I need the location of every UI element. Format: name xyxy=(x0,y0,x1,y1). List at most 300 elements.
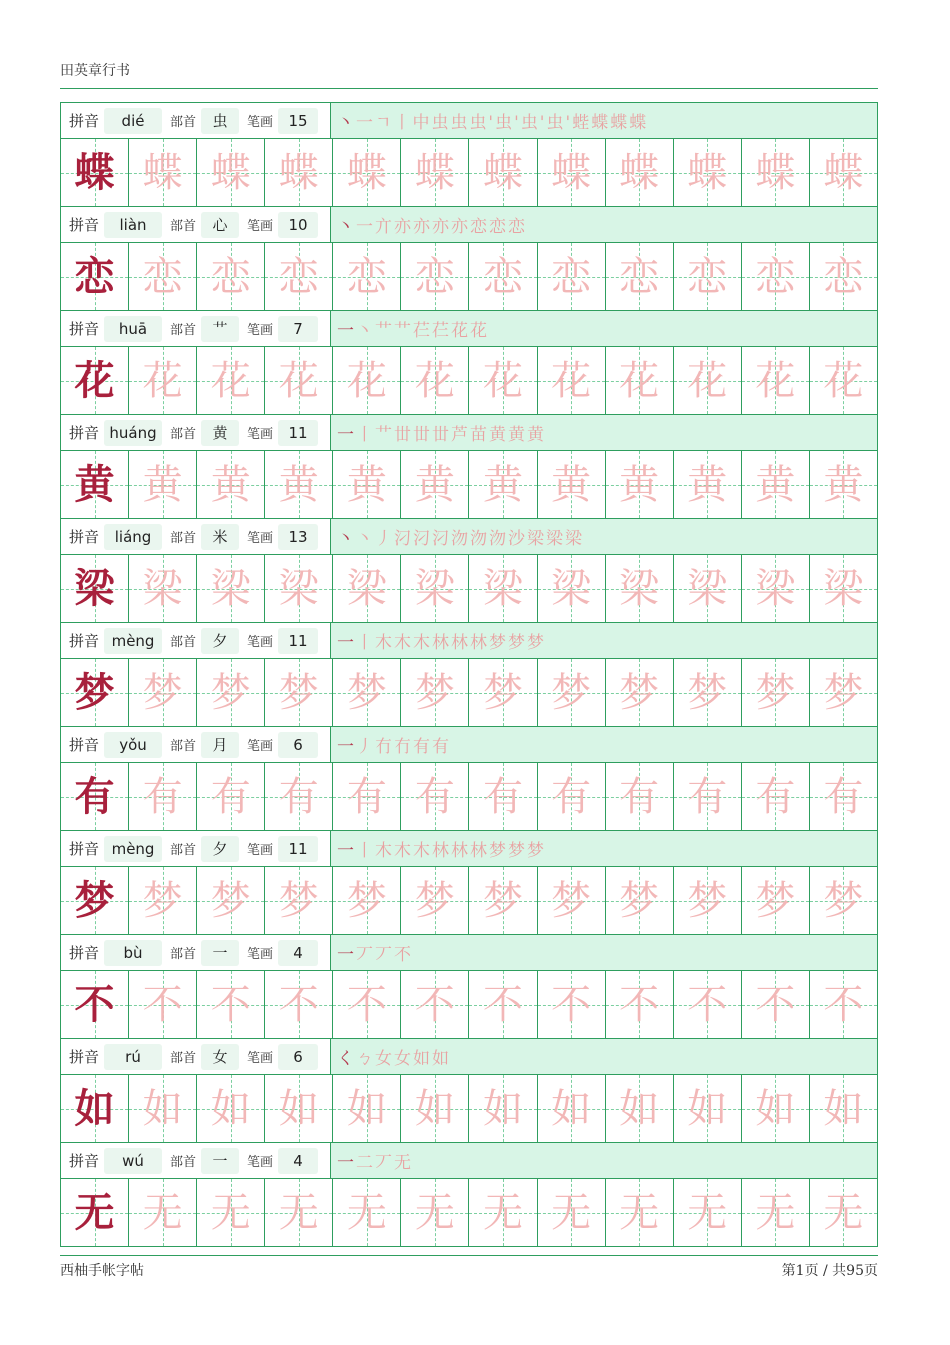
strokes-label: 笔画 xyxy=(247,739,274,754)
pinyin-value: huáng xyxy=(104,420,162,446)
tracing-cell xyxy=(810,347,877,414)
stroke-step: 梦 xyxy=(527,633,546,653)
pinyin-value: wú xyxy=(104,1148,162,1174)
trace-character: 梦 xyxy=(755,877,796,924)
stroke-step: 亦 xyxy=(413,217,432,237)
strokes-label: 笔画 xyxy=(247,1051,274,1066)
stroke-step: 亦 xyxy=(451,217,470,237)
tracing-cell xyxy=(129,555,197,622)
radical-value: 女 xyxy=(201,1044,239,1070)
trace-character: 恋 xyxy=(483,253,523,300)
radical-value: 米 xyxy=(201,524,239,550)
stroke-step: 林 xyxy=(451,841,470,861)
tracing-cell xyxy=(674,1075,742,1142)
radical-label: 部首 xyxy=(170,531,197,546)
model-character-cell xyxy=(61,971,129,1038)
trace-character: 恋 xyxy=(210,253,251,300)
info-box xyxy=(61,415,331,450)
tracing-cell xyxy=(469,867,537,934)
stroke-step: 有 xyxy=(413,737,432,757)
trace-character: 有 xyxy=(414,773,455,820)
trace-character: 恋 xyxy=(619,253,660,300)
tracing-cell xyxy=(401,867,469,934)
trace-character: 梁 xyxy=(483,565,523,612)
tracing-cell xyxy=(674,763,742,830)
tracing-cell xyxy=(674,867,742,934)
radical-value: 一 xyxy=(201,1148,239,1174)
stroke-step: 林 xyxy=(451,633,470,653)
model-character: 有 xyxy=(74,772,115,820)
trace-character: 不 xyxy=(142,981,183,1028)
stroke-step: 蜌 xyxy=(572,113,592,133)
tracing-cell xyxy=(265,971,333,1038)
trace-character: 不 xyxy=(414,981,455,1028)
tracing-cell xyxy=(401,659,469,726)
character-entry xyxy=(61,415,877,519)
tracing-cell xyxy=(742,451,810,518)
trace-character: 有 xyxy=(142,773,183,820)
character-entry xyxy=(61,1143,877,1246)
radical-label: 部首 xyxy=(170,323,197,338)
stroke-step: 木 xyxy=(413,841,432,861)
tracing-cell xyxy=(197,347,265,414)
strokes-label: 笔画 xyxy=(247,1155,274,1170)
stroke-step: 冇 xyxy=(394,737,413,757)
tracing-cell xyxy=(129,971,197,1038)
tracing-cell xyxy=(810,139,877,206)
entry-info-bar xyxy=(61,1039,877,1075)
tracing-cell xyxy=(538,971,606,1038)
strokes-label: 笔画 xyxy=(247,531,274,546)
tracing-cell xyxy=(742,347,810,414)
trace-character: 黄 xyxy=(414,461,455,508)
tracing-cell xyxy=(265,347,333,414)
stroke-step: 亦 xyxy=(394,217,413,237)
practice-sheet xyxy=(60,102,878,1247)
stroke-step: 亣 xyxy=(375,217,394,237)
trace-character: 梦 xyxy=(619,877,660,924)
trace-character: 恋 xyxy=(687,253,728,300)
trace-character: 无 xyxy=(210,1189,251,1236)
radical-label: 部首 xyxy=(170,843,197,858)
stroke-step: 虫 xyxy=(431,113,451,133)
pinyin-label: 拼音 xyxy=(69,1152,100,1170)
stroke-step: 黄 xyxy=(489,425,508,445)
stroke-step: 丗 xyxy=(413,425,432,445)
tracing-cell xyxy=(401,763,469,830)
trace-character: 黄 xyxy=(619,461,660,508)
trace-character: 蝶 xyxy=(619,149,660,196)
stroke-step: 女 xyxy=(394,1049,413,1069)
trace-character: 梁 xyxy=(687,565,728,612)
stroke-step: 丶 xyxy=(356,529,375,549)
trace-character: 有 xyxy=(823,773,864,820)
header-divider xyxy=(60,88,878,89)
trace-character: 梁 xyxy=(278,565,319,612)
tracing-cell xyxy=(129,659,197,726)
entry-info-bar xyxy=(61,831,877,867)
stroke-step: 沕 xyxy=(470,529,489,549)
stroke-step: 梦 xyxy=(489,841,508,861)
trace-character: 恋 xyxy=(414,253,455,300)
info-box xyxy=(61,623,331,658)
trace-character: 花 xyxy=(551,357,592,404)
stroke-step: 梁 xyxy=(527,529,546,549)
trace-character: 花 xyxy=(619,357,660,404)
strokes-value: 11 xyxy=(278,420,318,446)
stroke-step: 一 xyxy=(337,425,356,445)
entry-info-bar xyxy=(61,727,877,763)
tracing-cell xyxy=(469,763,537,830)
tracing-cell xyxy=(401,555,469,622)
stroke-step: 一 xyxy=(356,113,375,133)
info-box xyxy=(61,1039,331,1074)
trace-character: 梦 xyxy=(210,877,251,924)
character-entry xyxy=(61,311,877,415)
tracing-cell xyxy=(265,659,333,726)
tracing-cell xyxy=(742,1075,810,1142)
model-character: 恋 xyxy=(74,252,115,300)
pinyin-label: 拼音 xyxy=(69,112,100,130)
strokes-value: 4 xyxy=(278,1148,318,1174)
trace-character: 花 xyxy=(414,357,455,404)
trace-character: 无 xyxy=(483,1189,523,1236)
stroke-step: 虫 xyxy=(450,113,470,133)
trace-character: 如 xyxy=(142,1085,183,1132)
tracing-cell xyxy=(674,451,742,518)
stroke-step: 丨 xyxy=(393,113,413,133)
strokes-label: 笔画 xyxy=(247,843,274,858)
tracing-cell xyxy=(742,555,810,622)
tracing-cell xyxy=(742,971,810,1038)
trace-character: 恋 xyxy=(551,253,592,300)
footer-brand: 西柚手帐字帖 xyxy=(60,1263,144,1279)
pinyin-value: mèng xyxy=(104,628,162,654)
stroke-step: 亦 xyxy=(432,217,451,237)
tracing-cell xyxy=(606,1075,674,1142)
model-character-cell xyxy=(61,763,129,830)
info-box xyxy=(61,311,331,346)
page-header-font-name: 田英章行书 xyxy=(60,63,130,79)
trace-character: 蝶 xyxy=(142,149,183,196)
trace-character: 梁 xyxy=(414,565,455,612)
stroke-step: 木 xyxy=(375,841,394,861)
model-character-cell xyxy=(61,451,129,518)
stroke-step: ㄱ xyxy=(375,113,394,133)
tracing-cell xyxy=(674,971,742,1038)
trace-character: 蝶 xyxy=(755,149,796,196)
radical-label: 部首 xyxy=(170,739,197,754)
pinyin-value: liàn xyxy=(104,212,162,238)
strokes-value: 11 xyxy=(278,628,318,654)
model-character: 无 xyxy=(74,1188,115,1236)
pinyin-value: yǒu xyxy=(104,732,162,758)
model-character: 梦 xyxy=(74,668,115,716)
tracing-cell xyxy=(333,1179,401,1246)
tracing-cell xyxy=(538,659,606,726)
stroke-step: 不 xyxy=(394,945,413,965)
tracing-cell xyxy=(401,139,469,206)
stroke-step: 花 xyxy=(451,321,470,341)
entry-info-bar xyxy=(61,207,877,243)
tracing-cell xyxy=(606,659,674,726)
model-character: 梁 xyxy=(74,564,115,612)
trace-character: 梦 xyxy=(414,877,455,924)
pinyin-label: 拼音 xyxy=(69,840,100,858)
tracing-cell xyxy=(742,1179,810,1246)
trace-character: 如 xyxy=(755,1085,796,1132)
trace-character: 恋 xyxy=(142,253,183,300)
stroke-step: 一 xyxy=(337,945,356,965)
tracing-cell xyxy=(469,1075,537,1142)
radical-value: 心 xyxy=(201,212,239,238)
radical-value: 一 xyxy=(201,940,239,966)
stroke-order-sequence xyxy=(337,108,648,133)
tracing-cell xyxy=(197,867,265,934)
stroke-step: 沕 xyxy=(489,529,508,549)
tracing-cell xyxy=(810,1179,877,1246)
strokes-label: 笔画 xyxy=(247,947,274,962)
tracing-cell xyxy=(606,555,674,622)
stroke-step: 蝶 xyxy=(629,113,649,133)
tracing-cell xyxy=(129,867,197,934)
tracing-cell xyxy=(401,1179,469,1246)
stroke-order-sequence xyxy=(337,836,546,861)
trace-character: 有 xyxy=(278,773,319,820)
model-character-cell xyxy=(61,243,129,310)
stroke-step: 丿 xyxy=(356,737,375,757)
trace-character: 梦 xyxy=(483,669,523,716)
stroke-order-sequence xyxy=(337,940,413,965)
stroke-step: 木 xyxy=(375,633,394,653)
stroke-step: 丶 xyxy=(337,113,356,133)
trace-character: 如 xyxy=(619,1085,660,1132)
tracing-cell xyxy=(129,1179,197,1246)
tracing-cell xyxy=(333,451,401,518)
tracing-cell xyxy=(129,139,197,206)
tracing-cell xyxy=(742,867,810,934)
trace-character: 如 xyxy=(551,1085,592,1132)
trace-character: 有 xyxy=(755,773,796,820)
info-box xyxy=(61,935,331,970)
character-entry xyxy=(61,831,877,935)
pinyin-label: 拼音 xyxy=(69,944,100,962)
info-box xyxy=(61,831,331,866)
tracing-cell xyxy=(606,763,674,830)
trace-character: 梦 xyxy=(619,669,660,716)
trace-character: 梦 xyxy=(142,877,183,924)
tracing-cell xyxy=(401,971,469,1038)
pinyin-label: 拼音 xyxy=(69,216,100,234)
info-box xyxy=(61,1143,331,1178)
stroke-step: 梦 xyxy=(527,841,546,861)
trace-character: 蝶 xyxy=(346,149,387,196)
tracing-cell xyxy=(606,243,674,310)
tracing-cell xyxy=(265,555,333,622)
stroke-step: 恋 xyxy=(470,217,489,237)
trace-character: 蝶 xyxy=(551,149,592,196)
tracing-cell xyxy=(606,1179,674,1246)
tracing-cell xyxy=(742,763,810,830)
trace-character: 如 xyxy=(346,1085,387,1132)
tracing-cell xyxy=(538,139,606,206)
trace-character: 如 xyxy=(210,1085,251,1132)
trace-character: 梁 xyxy=(823,565,864,612)
stroke-step: 黄 xyxy=(527,425,546,445)
pinyin-value: huā xyxy=(104,316,162,342)
character-entry xyxy=(61,935,877,1039)
radical-value: 艹 xyxy=(201,316,239,342)
tracing-cell xyxy=(333,139,401,206)
stroke-step: 艹 xyxy=(394,321,413,341)
trace-character: 梦 xyxy=(551,877,592,924)
trace-character: 蝶 xyxy=(483,149,523,196)
info-box xyxy=(61,207,331,242)
stroke-step: 蝶 xyxy=(591,113,611,133)
stroke-step: 一 xyxy=(337,321,356,341)
pinyin-label: 拼音 xyxy=(69,320,100,338)
trace-character: 梦 xyxy=(346,669,387,716)
tracing-cell xyxy=(129,763,197,830)
tracing-cell xyxy=(606,347,674,414)
stroke-step: 花 xyxy=(470,321,489,341)
entry-info-bar xyxy=(61,103,877,139)
strokes-value: 7 xyxy=(278,316,318,342)
practice-grid-row xyxy=(61,867,877,935)
trace-character: 恋 xyxy=(823,253,864,300)
trace-character: 恋 xyxy=(755,253,796,300)
tracing-cell xyxy=(129,243,197,310)
model-character: 黄 xyxy=(74,460,115,508)
tracing-cell xyxy=(197,555,265,622)
stroke-order-sequence xyxy=(337,212,527,237)
trace-character: 无 xyxy=(619,1189,660,1236)
trace-character: 不 xyxy=(551,981,592,1028)
stroke-step: 汈 xyxy=(413,529,432,549)
character-entry xyxy=(61,519,877,623)
trace-character: 有 xyxy=(210,773,251,820)
trace-character: 无 xyxy=(755,1189,796,1236)
strokes-label: 笔画 xyxy=(247,635,274,650)
tracing-cell xyxy=(742,659,810,726)
entry-info-bar xyxy=(61,415,877,451)
trace-character: 花 xyxy=(823,357,864,404)
tracing-cell xyxy=(469,659,537,726)
practice-grid-row xyxy=(61,1179,877,1246)
tracing-cell xyxy=(265,1075,333,1142)
model-character: 梦 xyxy=(74,876,115,924)
tracing-cell xyxy=(538,451,606,518)
trace-character: 如 xyxy=(483,1085,523,1132)
page-footer xyxy=(60,1255,878,1280)
tracing-cell xyxy=(674,1179,742,1246)
stroke-step: 丆 xyxy=(375,945,394,965)
character-entry xyxy=(61,1039,877,1143)
model-character-cell xyxy=(61,867,129,934)
stroke-step: 虫' xyxy=(495,113,521,133)
trace-character: 黄 xyxy=(823,461,864,508)
trace-character: 花 xyxy=(687,357,728,404)
stroke-order-sequence xyxy=(337,1044,451,1069)
pinyin-label: 拼音 xyxy=(69,1048,100,1066)
tracing-cell xyxy=(333,659,401,726)
model-character-cell xyxy=(61,1179,129,1246)
trace-character: 有 xyxy=(346,773,387,820)
tracing-cell xyxy=(333,347,401,414)
tracing-cell xyxy=(674,659,742,726)
radical-value: 虫 xyxy=(201,108,239,134)
trace-character: 蝶 xyxy=(687,149,728,196)
model-character: 如 xyxy=(74,1084,115,1132)
stroke-step: 恋 xyxy=(508,217,527,237)
trace-character: 梦 xyxy=(210,669,251,716)
tracing-cell xyxy=(265,1179,333,1246)
stroke-order-sequence xyxy=(337,524,584,549)
pinyin-label: 拼音 xyxy=(69,736,100,754)
tracing-cell xyxy=(538,1179,606,1246)
tracing-cell xyxy=(606,867,674,934)
trace-character: 黄 xyxy=(687,461,728,508)
tracing-cell xyxy=(129,347,197,414)
stroke-step: 丆 xyxy=(375,1153,394,1173)
tracing-cell xyxy=(265,139,333,206)
footer-page-info: 第1页 / 共95页 xyxy=(781,1263,878,1279)
trace-character: 花 xyxy=(346,357,387,404)
stroke-step: 林 xyxy=(470,841,489,861)
strokes-value: 15 xyxy=(278,108,318,134)
trace-character: 梦 xyxy=(142,669,183,716)
stroke-order-sequence xyxy=(337,628,546,653)
stroke-step: 二 xyxy=(356,1153,375,1173)
tracing-cell xyxy=(197,659,265,726)
stroke-step: 梁 xyxy=(546,529,565,549)
trace-character: 无 xyxy=(346,1189,387,1236)
tracing-cell xyxy=(538,347,606,414)
tracing-cell xyxy=(197,451,265,518)
trace-character: 梁 xyxy=(210,565,251,612)
trace-character: 花 xyxy=(278,357,319,404)
trace-character: 梦 xyxy=(823,877,864,924)
tracing-cell xyxy=(401,243,469,310)
model-character-cell xyxy=(61,347,129,414)
info-box xyxy=(61,103,331,138)
stroke-step: 一 xyxy=(337,737,356,757)
tracing-cell xyxy=(674,243,742,310)
trace-character: 花 xyxy=(142,357,183,404)
trace-character: 无 xyxy=(551,1189,592,1236)
stroke-step: 艹 xyxy=(375,425,394,445)
stroke-step: 丨 xyxy=(356,841,375,861)
stroke-step: 女 xyxy=(375,1049,394,1069)
tracing-cell xyxy=(469,555,537,622)
model-character: 不 xyxy=(74,980,115,1028)
tracing-cell xyxy=(742,243,810,310)
trace-character: 梁 xyxy=(346,565,387,612)
stroke-step: 中 xyxy=(412,113,432,133)
pinyin-value: mèng xyxy=(104,836,162,862)
tracing-cell xyxy=(333,1075,401,1142)
trace-character: 黄 xyxy=(755,461,796,508)
trace-character: 花 xyxy=(755,357,796,404)
tracing-cell xyxy=(810,763,877,830)
practice-grid-row xyxy=(61,347,877,415)
stroke-step: 汈 xyxy=(394,529,413,549)
trace-character: 不 xyxy=(278,981,319,1028)
radical-label: 部首 xyxy=(170,115,197,130)
trace-character: 黄 xyxy=(551,461,592,508)
tracing-cell xyxy=(265,451,333,518)
trace-character: 梦 xyxy=(346,877,387,924)
